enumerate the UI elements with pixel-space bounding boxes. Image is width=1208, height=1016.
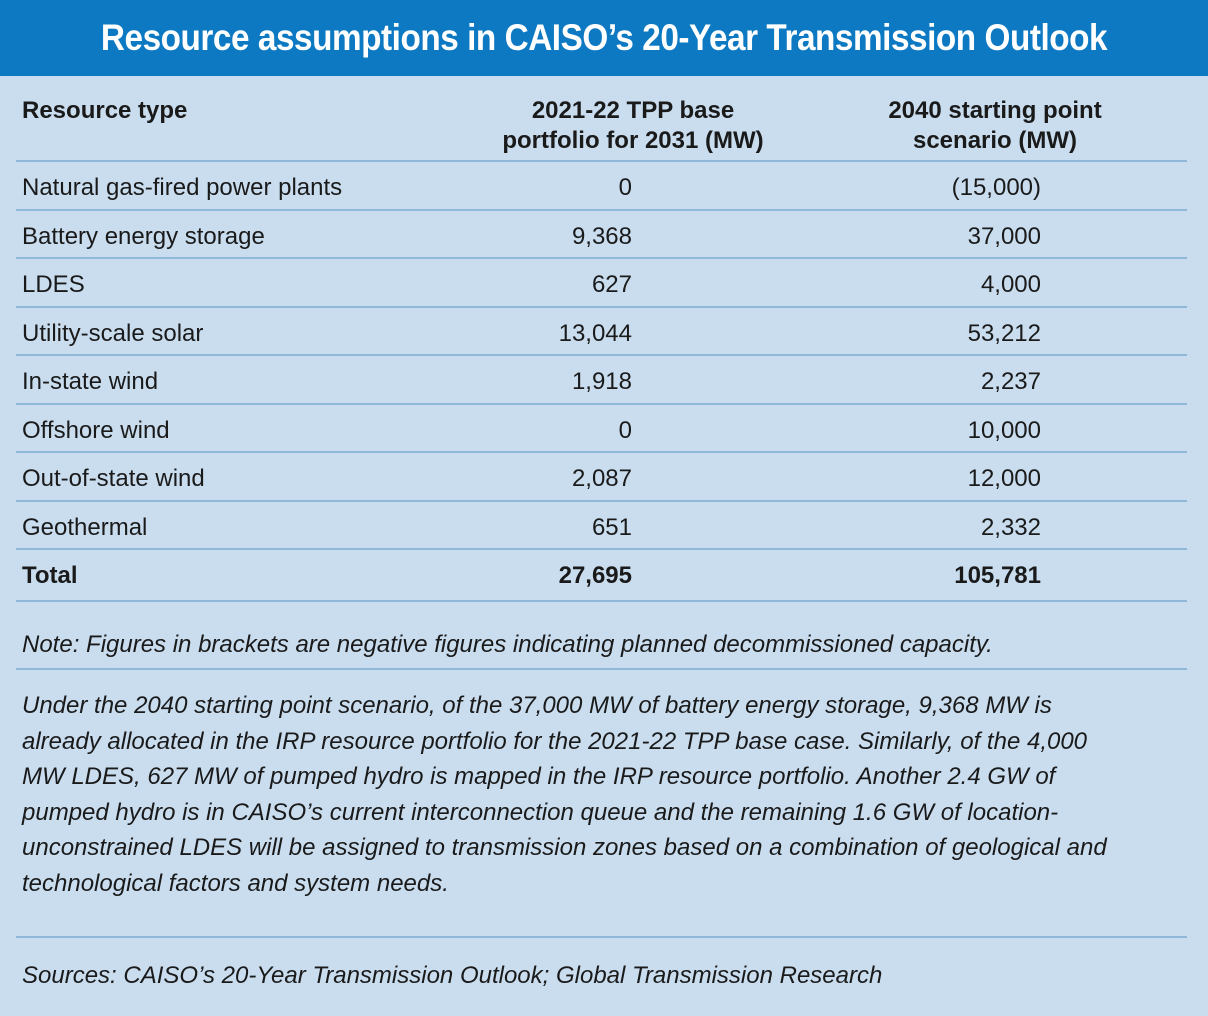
- resource-type-cell: Utility-scale solar: [22, 320, 204, 347]
- table-note: Note: Figures in brackets are negative figures indicating planned decommissioned capacity.: [22, 631, 993, 658]
- paragraph-line: Under the 2040 starting point scenario, of the 37,000 MW of battery energy storage, 9,368 MW is: [22, 692, 1052, 719]
- resource-type-cell: Out-of-state wind: [22, 465, 205, 492]
- title-bar: [0, 0, 1208, 76]
- divider: [16, 160, 1187, 162]
- divider: [16, 600, 1187, 602]
- divider: [16, 548, 1187, 550]
- table-row: [0, 310, 1208, 358]
- paragraph-line: already allocated in the IRP resource portfolio for the 2021-22 TPP base case. Similarly, of the 4,000: [22, 727, 1088, 755]
- divider: [16, 209, 1187, 211]
- header-resource-type: Resource type: [22, 97, 188, 124]
- header-base-portfolio: 2021-22 TPP base portfolio for 2031 (MW): [502, 97, 764, 154]
- paragraph-line: unconstrained LDES will be assigned to transmission zones based on a combination of geological and: [22, 834, 1107, 861]
- paragraph-line: pumped hydro is in CAISO’s current interconnection queue and the remaining 1.6 GW of location-: [22, 798, 1059, 826]
- table-row: [0, 504, 1208, 552]
- divider: [16, 451, 1187, 453]
- table-total-row: [0, 552, 1208, 600]
- base-value-cell: 2,087: [571, 465, 632, 492]
- total-start-value: 105,781: [954, 562, 1041, 589]
- start-value-cell: 53,212: [967, 320, 1041, 347]
- resource-type-cell: Battery energy storage: [22, 223, 265, 250]
- base-value-cell: 0: [618, 417, 632, 444]
- divider: [16, 306, 1187, 308]
- paragraph-line: MW LDES, 627 MW of pumped hydro is mapped in the IRP resource portfolio. Another 2.4 GW of: [22, 763, 1056, 790]
- resource-type-cell: Natural gas-fired power plants: [22, 174, 343, 201]
- start-value-cell: 2,332: [980, 514, 1041, 541]
- sources-note: Sources: CAISO’s 20-Year Transmission Outlook; Global Transmission Research: [22, 962, 883, 989]
- table-row: [0, 407, 1208, 455]
- table-row: [0, 164, 1208, 212]
- start-value-cell: 37,000: [967, 223, 1041, 250]
- base-value-cell: 651: [591, 514, 632, 541]
- start-value-cell: (15,000): [951, 174, 1041, 201]
- start-value-cell: 4,000: [980, 271, 1041, 298]
- explanatory-paragraph: [22, 688, 1192, 901]
- divider: [16, 668, 1187, 670]
- resource-type-cell: In-state wind: [22, 368, 159, 395]
- divider: [16, 257, 1187, 259]
- table-row: [0, 213, 1208, 261]
- header-starting-point: 2040 starting point scenario (MW): [888, 97, 1102, 154]
- base-value-cell: 627: [591, 271, 632, 298]
- start-value-cell: 10,000: [967, 417, 1041, 444]
- table-row: [0, 455, 1208, 503]
- divider: [16, 936, 1187, 938]
- total-label: Total: [22, 562, 78, 589]
- base-value-cell: 1,918: [571, 368, 632, 395]
- table-row: [0, 261, 1208, 309]
- base-value-cell: 0: [618, 174, 632, 201]
- base-value-cell: 13,044: [558, 320, 632, 347]
- divider: [16, 500, 1187, 502]
- table-row: [0, 358, 1208, 406]
- content-panel: [0, 76, 1208, 1016]
- page-title: Resource assumptions in CAISO’s 20-Year Transmission Outlook: [100, 17, 1108, 58]
- paragraph-line: technological factors and system needs.: [22, 869, 449, 897]
- resource-type-cell: Geothermal: [22, 514, 148, 541]
- resource-type-cell: Offshore wind: [22, 417, 170, 444]
- base-value-cell: 9,368: [571, 223, 632, 250]
- start-value-cell: 2,237: [980, 368, 1041, 395]
- start-value-cell: 12,000: [967, 465, 1041, 492]
- divider: [16, 354, 1187, 356]
- divider: [16, 403, 1187, 405]
- resource-type-cell: LDES: [22, 271, 85, 298]
- total-base-value: 27,695: [558, 562, 632, 589]
